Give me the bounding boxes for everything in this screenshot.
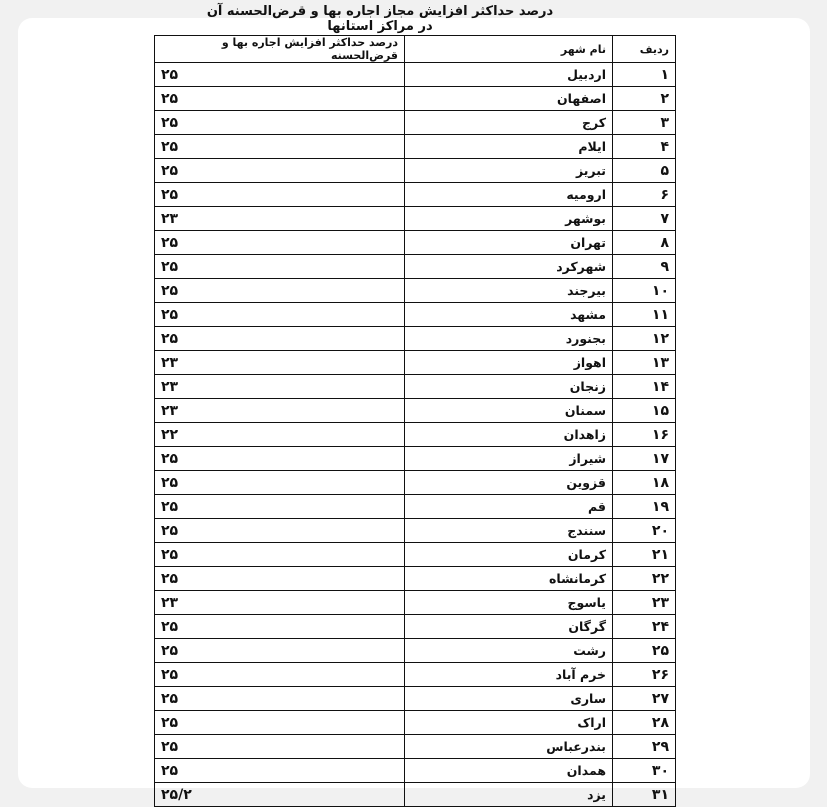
rent-increase-table [154, 35, 676, 807]
row-city: تبریز [405, 159, 613, 183]
row-percent: ۲۵ [155, 495, 405, 519]
row-city: بجنورد [405, 327, 613, 351]
table-row [155, 375, 676, 399]
row-index: ۴ [613, 135, 676, 159]
row-index: ۱۵ [613, 399, 676, 423]
row-city: کرمان [405, 543, 613, 567]
header-city: نام شهر [405, 36, 613, 63]
row-index: ۱۹ [613, 495, 676, 519]
table-row [155, 639, 676, 663]
row-city: سمنان [405, 399, 613, 423]
row-percent: ۲۵ [155, 663, 405, 687]
table-row [155, 327, 676, 351]
table-row [155, 423, 676, 447]
table-row [155, 279, 676, 303]
row-index: ۳ [613, 111, 676, 135]
row-percent: ۲۵ [155, 471, 405, 495]
row-city: کرمانشاه [405, 567, 613, 591]
row-index: ۲۲ [613, 567, 676, 591]
row-index: ۷ [613, 207, 676, 231]
table-row [155, 471, 676, 495]
row-city: کرج [405, 111, 613, 135]
row-city: قم [405, 495, 613, 519]
table-row [155, 183, 676, 207]
row-percent: ۲۵ [155, 711, 405, 735]
row-index: ۶ [613, 183, 676, 207]
table-row [155, 495, 676, 519]
row-percent: ۲۵ [155, 87, 405, 111]
row-index: ۳۰ [613, 759, 676, 783]
table-row [155, 399, 676, 423]
table-row [155, 135, 676, 159]
row-percent: ۲۵ [155, 759, 405, 783]
row-index: ۹ [613, 255, 676, 279]
row-index: ۱۷ [613, 447, 676, 471]
row-index: ۲۷ [613, 687, 676, 711]
row-index: ۱۳ [613, 351, 676, 375]
row-percent: ۲۳ [155, 375, 405, 399]
row-city: گرگان [405, 615, 613, 639]
row-city: یزد [405, 783, 613, 807]
header-percent: درصد حداکثر افزایش اجاره بها و قرض‌الحسنه [155, 36, 405, 63]
table-row [155, 207, 676, 231]
row-percent: ۲۵ [155, 63, 405, 87]
table-row [155, 543, 676, 567]
row-city: تهران [405, 231, 613, 255]
row-percent: ۲۵ [155, 303, 405, 327]
row-index: ۱۲ [613, 327, 676, 351]
row-percent: ۲۵ [155, 543, 405, 567]
table-row [155, 159, 676, 183]
row-city: اصفهان [405, 87, 613, 111]
row-percent: ۲۵ [155, 231, 405, 255]
row-percent: ۲۳ [155, 351, 405, 375]
row-index: ۱۱ [613, 303, 676, 327]
row-city: بیرجند [405, 279, 613, 303]
row-percent: ۲۵ [155, 135, 405, 159]
row-city: شهرکرد [405, 255, 613, 279]
row-percent: ۲۵ [155, 567, 405, 591]
row-city: ارومیه [405, 183, 613, 207]
row-percent: ۲۵ [155, 447, 405, 471]
row-index: ۲۱ [613, 543, 676, 567]
table-row [155, 687, 676, 711]
header-index: ردیف [613, 36, 676, 63]
row-percent: ۲۵ [155, 327, 405, 351]
table-row [155, 567, 676, 591]
row-city: رشت [405, 639, 613, 663]
row-city: بوشهر [405, 207, 613, 231]
row-percent: ۲۵ [155, 735, 405, 759]
row-city: خرم آباد [405, 663, 613, 687]
table-row [155, 615, 676, 639]
table-header-row [155, 36, 676, 63]
row-index: ۳۱ [613, 783, 676, 807]
row-city: سنندج [405, 519, 613, 543]
row-index: ۵ [613, 159, 676, 183]
row-index: ۲۶ [613, 663, 676, 687]
row-percent: ۲۳ [155, 399, 405, 423]
row-index: ۲۴ [613, 615, 676, 639]
row-index: ۲ [613, 87, 676, 111]
row-index: ۱۰ [613, 279, 676, 303]
row-city: اراک [405, 711, 613, 735]
row-percent: ۲۵/۲ [155, 783, 405, 807]
table-row [155, 231, 676, 255]
row-city: یاسوج [405, 591, 613, 615]
row-city: زاهدان [405, 423, 613, 447]
table-row [155, 351, 676, 375]
row-city: اهواز [405, 351, 613, 375]
row-percent: ۲۳ [155, 207, 405, 231]
row-percent: ۲۵ [155, 279, 405, 303]
row-percent: ۲۵ [155, 183, 405, 207]
table-row [155, 303, 676, 327]
row-city: مشهد [405, 303, 613, 327]
row-percent: ۲۲ [155, 423, 405, 447]
document-title: درصد حداکثر افزایش مجاز اجاره بها و قرض‌الحسنه آن در مراکز استانها [206, 4, 554, 34]
row-index: ۱۴ [613, 375, 676, 399]
table-row [155, 663, 676, 687]
row-city: قزوین [405, 471, 613, 495]
row-index: ۸ [613, 231, 676, 255]
row-index: ۲۹ [613, 735, 676, 759]
row-percent: ۲۵ [155, 615, 405, 639]
row-index: ۱ [613, 63, 676, 87]
table-row [155, 447, 676, 471]
row-percent: ۲۵ [155, 687, 405, 711]
row-city: شیراز [405, 447, 613, 471]
table-row [155, 87, 676, 111]
row-percent: ۲۵ [155, 519, 405, 543]
row-index: ۲۰ [613, 519, 676, 543]
row-city: زنجان [405, 375, 613, 399]
row-city: ساری [405, 687, 613, 711]
table-row [155, 735, 676, 759]
row-city: بندرعباس [405, 735, 613, 759]
row-percent: ۲۵ [155, 159, 405, 183]
row-percent: ۲۵ [155, 639, 405, 663]
table-row [155, 111, 676, 135]
row-index: ۱۶ [613, 423, 676, 447]
row-city: همدان [405, 759, 613, 783]
table-row [155, 759, 676, 783]
row-index: ۱۸ [613, 471, 676, 495]
table-row [155, 783, 676, 807]
row-percent: ۲۵ [155, 111, 405, 135]
row-index: ۲۳ [613, 591, 676, 615]
row-percent: ۲۳ [155, 591, 405, 615]
row-city: اردبیل [405, 63, 613, 87]
row-city: ایلام [405, 135, 613, 159]
table-row [155, 255, 676, 279]
row-index: ۲۸ [613, 711, 676, 735]
table-row [155, 591, 676, 615]
table-row [155, 711, 676, 735]
table-row [155, 63, 676, 87]
row-index: ۲۵ [613, 639, 676, 663]
row-percent: ۲۵ [155, 255, 405, 279]
table-row [155, 519, 676, 543]
